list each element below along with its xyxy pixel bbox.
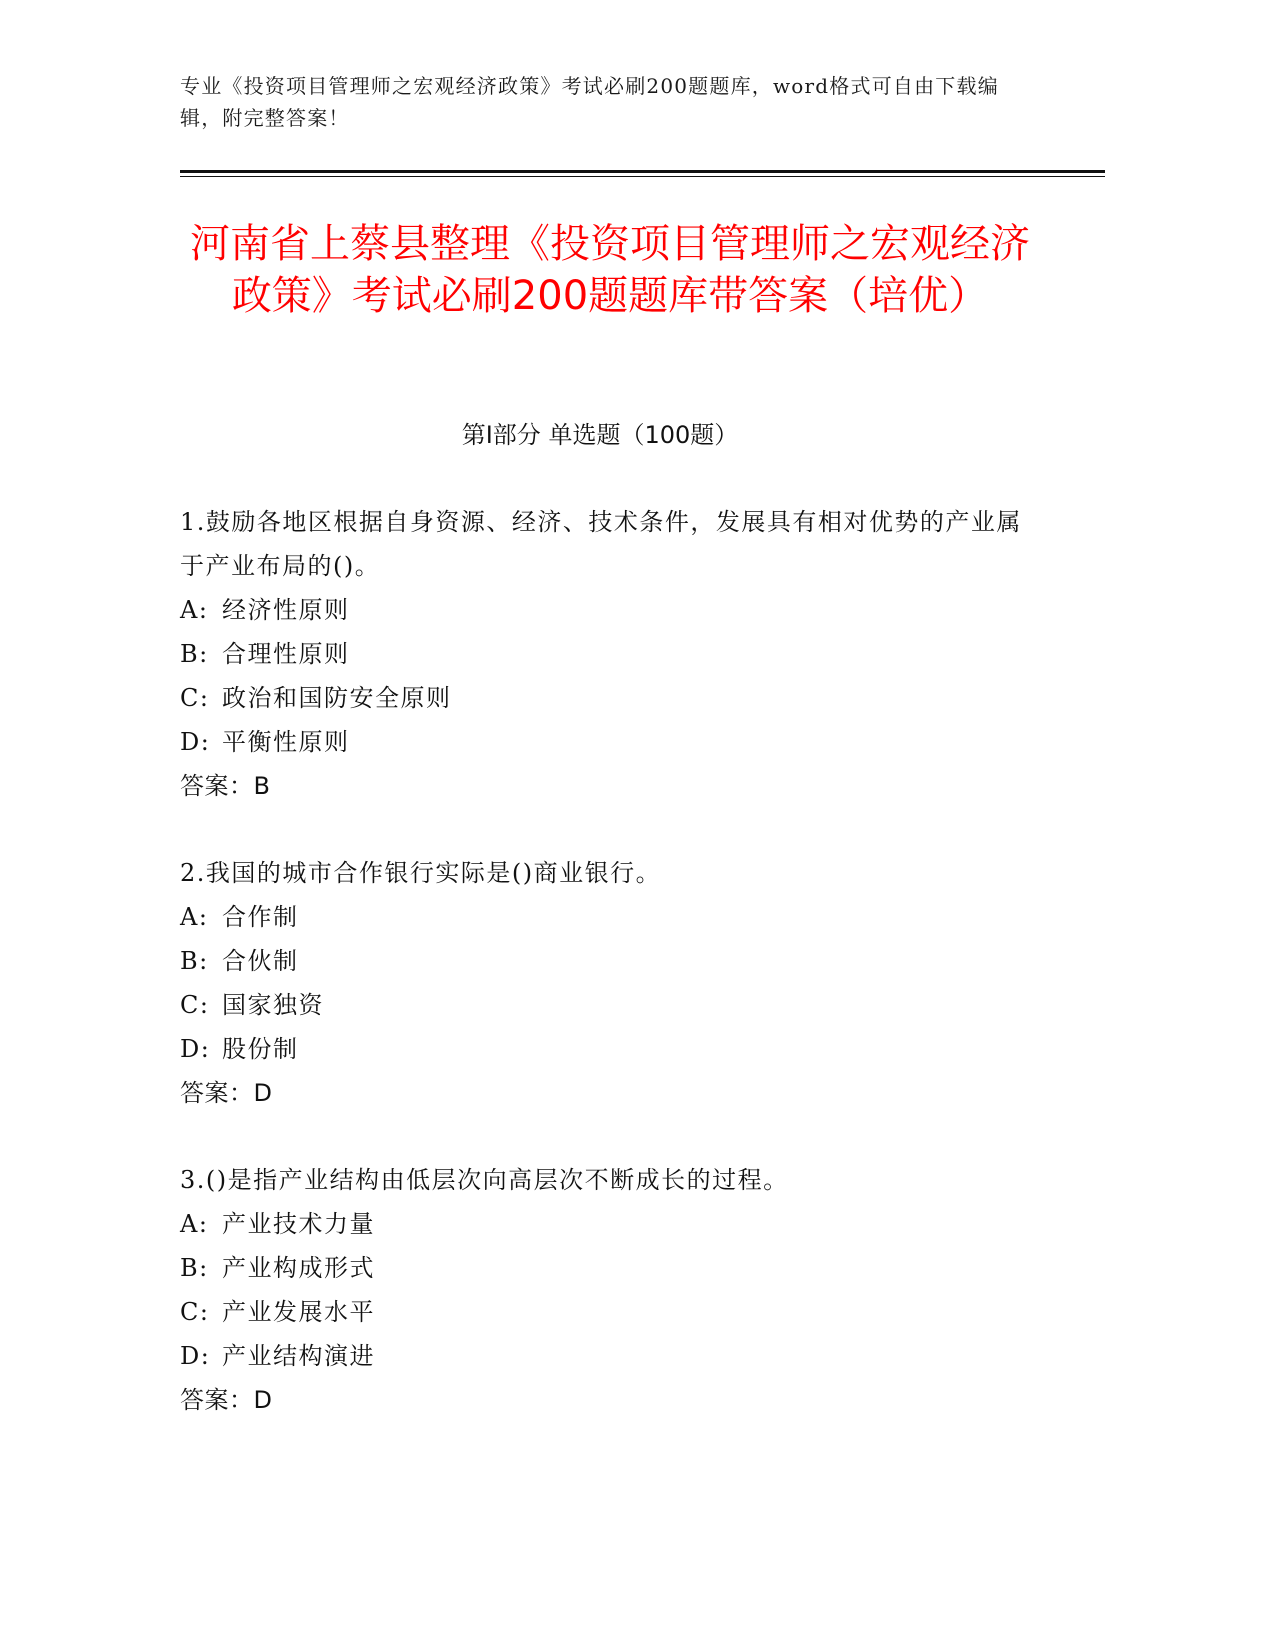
option-b [180,632,1040,676]
answer-line: 答案：D [180,1386,273,1414]
option-d [180,1027,1040,1071]
option-b [180,1246,1040,1290]
option-letter: A: [180,1210,209,1238]
option-text: 产业发展水平 [222,1298,375,1326]
option-a [180,895,1040,939]
option-a [180,1202,1040,1246]
header-rule-thick [180,170,1105,173]
answer-line: 答案：D [180,1079,273,1107]
option-c [180,676,1040,720]
question-3 [180,1158,1040,1422]
option-text: 合作制 [222,903,299,931]
question-stem: 2.我国的城市合作银行实际是()商业银行。 [180,859,662,887]
option-text: 合理性原则 [222,640,350,668]
option-text: 政治和国防安全原则 [222,684,452,712]
header-rule-thin [180,176,1105,177]
option-letter: D: [180,728,211,756]
option-letter: C: [180,1298,210,1326]
option-letter: D: [180,1035,211,1063]
option-c [180,1290,1040,1334]
option-text: 股份制 [222,1035,299,1063]
document-title: 河南省上蔡县整理《投资项目管理师之宏观经济政策》考试必刷200题题库带答案（培优） [190,221,1030,319]
option-d [180,1334,1040,1378]
option-d [180,720,1040,764]
option-letter: C: [180,991,210,1019]
question-stem: 1.鼓励各地区根据自身资源、经济、技术条件，发展具有相对优势的产业属于产业布局的()。 [180,508,1022,580]
question-1 [180,500,1040,808]
option-text: 产业结构演进 [222,1342,375,1370]
option-letter: B: [180,1254,209,1282]
header-note: 专业《投资项目管理师之宏观经济政策》考试必刷200题题库，word格式可自由下载编辑，附完整答案！ [180,74,999,130]
answer-line: 答案：B [180,772,271,800]
option-text: 产业技术力量 [222,1210,375,1238]
option-text: 合伙制 [222,947,299,975]
option-a [180,588,1040,632]
option-text: 经济性原则 [222,596,350,624]
option-c [180,983,1040,1027]
question-2 [180,851,1040,1115]
option-letter: B: [180,947,209,975]
option-b [180,939,1040,983]
section-heading: 第I部分 单选题（100题） [461,421,739,449]
option-text: 国家独资 [222,991,324,1019]
question-list [180,500,1040,1465]
option-letter: B: [180,640,209,668]
option-letter: D: [180,1342,211,1370]
option-letter: A: [180,596,209,624]
option-text: 平衡性原则 [222,728,350,756]
option-text: 产业构成形式 [222,1254,375,1282]
question-stem: 3.()是指产业结构由低层次向高层次不断成长的过程。 [180,1166,789,1194]
option-letter: A: [180,903,209,931]
option-letter: C: [180,684,210,712]
